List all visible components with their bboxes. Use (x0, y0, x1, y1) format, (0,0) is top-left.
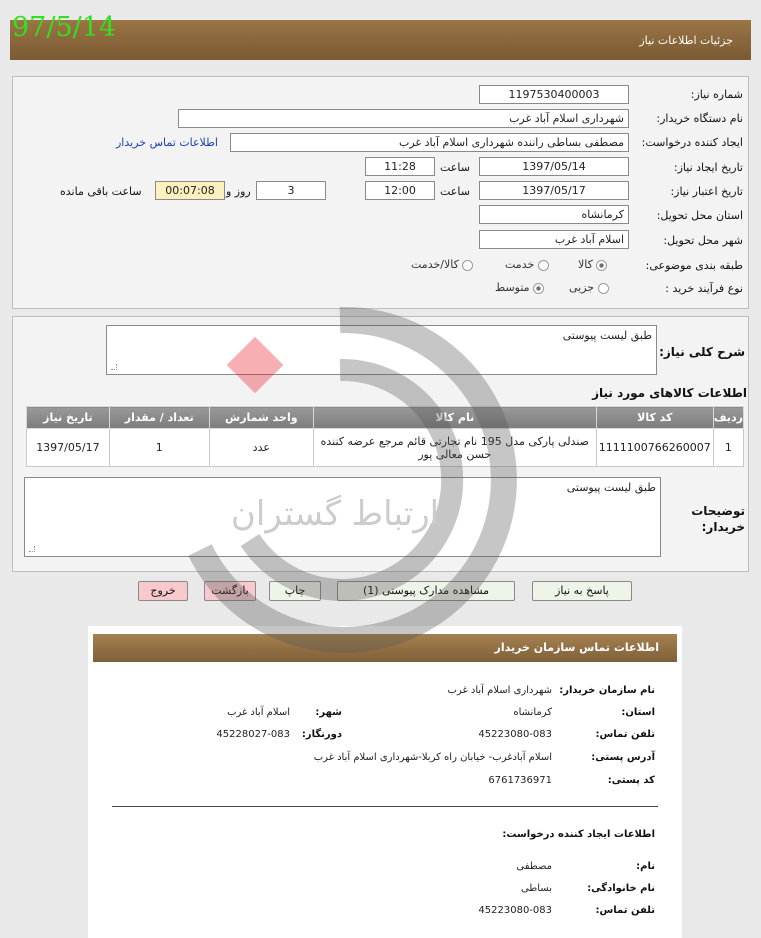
contact-fax-value: 45228027-083 (216, 729, 290, 740)
process-label: نوع فرآیند خرید : (665, 282, 743, 295)
radio-selected-icon[interactable] (596, 260, 607, 271)
province-label: استان محل تحویل: (656, 209, 743, 222)
created-date-label: تاریخ ایجاد نیاز: (673, 161, 743, 174)
creator-section-title: اطلاعات ایجاد کننده درخواست: (502, 829, 655, 840)
svg-text:ارتباط گستران: ارتباط گستران (230, 494, 440, 534)
col-unit: واحد شمارش (209, 407, 313, 429)
created-date-field[interactable]: 1397/05/14 (479, 157, 629, 176)
radio-icon[interactable] (462, 260, 473, 271)
need-number-field[interactable]: 1197530400003 (479, 85, 629, 104)
creator-first-name-value: مصطفی (516, 861, 552, 872)
col-qty: تعداد / مقدار (109, 407, 209, 429)
contact-phone-label: تلفن تماس: (595, 729, 655, 740)
cell-row: 1 (713, 429, 743, 467)
description-textarea[interactable] (106, 325, 657, 375)
description-label: شرح کلی نیاز: (659, 345, 745, 359)
creator-phone-value: 45223080-083 (478, 905, 552, 916)
contact-card (88, 626, 682, 938)
contact-org-value: شهرداری اسلام آباد غرب (447, 685, 552, 696)
process-option-minor[interactable]: جزیی (569, 281, 609, 294)
buyer-org-field[interactable]: شهرداری اسلام آباد غرب (178, 109, 629, 128)
need-number-label: شماره نیاز: (690, 88, 743, 101)
contact-city-label: شهر: (315, 707, 342, 718)
contact-postal-value: 6761736971 (488, 775, 552, 786)
col-row: ردیف (713, 407, 743, 429)
buyer-notes-text: طبق لیست پیوستی (566, 481, 656, 494)
city-label: شهر محل تحویل: (663, 234, 743, 247)
creator-first-name-label: نام: (636, 861, 655, 872)
table-row (27, 429, 744, 467)
created-time-field[interactable]: 11:28 (365, 157, 435, 176)
category-label: طبقه بندی موضوعی: (645, 259, 743, 272)
page-title: جزئیات اطلاعات نیاز (639, 34, 733, 47)
process-option-medium[interactable]: متوسط (495, 281, 544, 294)
contact-phone-value: 45223080-083 (478, 729, 552, 740)
buyer-notes-textarea[interactable] (24, 477, 661, 557)
cell-code: 1111100766260007 (596, 429, 713, 467)
cell-qty: 1 (109, 429, 209, 467)
resize-handle-icon[interactable] (111, 364, 117, 370)
contact-address-label: آدرس پستی: (591, 752, 655, 763)
description-text: طبق لیست پیوستی (562, 329, 652, 342)
col-date: تاریخ نیاز (27, 407, 110, 429)
province-field[interactable]: کرمانشاه (479, 205, 629, 224)
city-field[interactable]: اسلام آباد غرب (479, 230, 629, 249)
contact-address-value: اسلام آبادغرب- خیابان راه کربلا-شهرداری اسلام آباد غرب (313, 752, 552, 763)
buyer-org-label: نام دستگاه خریدار: (656, 112, 743, 125)
cell-date: 1397/05/17 (27, 429, 110, 467)
date-stamp: 97/5/14 (12, 12, 117, 43)
buyer-contact-link[interactable]: اطلاعات تماس خریدار (116, 136, 218, 149)
radio-icon[interactable] (598, 283, 609, 294)
category-option-goods[interactable]: کالا (578, 258, 607, 271)
requester-field[interactable]: مصطفی بساطی راننده شهرداری اسلام آباد غرب (230, 133, 629, 152)
contact-province-value: کرمانشاه (513, 707, 552, 718)
days-label: روز و (226, 185, 251, 198)
col-name: نام کالا (313, 407, 596, 429)
contact-divider (112, 806, 658, 807)
creator-last-name-value: بساطی (520, 883, 552, 894)
contact-fax-label: دورنگار: (301, 729, 342, 740)
print-button[interactable]: چاپ (269, 581, 321, 601)
remaining-days-field[interactable]: 3 (256, 181, 326, 200)
radio-icon[interactable] (538, 260, 549, 271)
back-button[interactable]: بازگشت (204, 581, 256, 601)
validity-time-label: ساعت (440, 185, 470, 198)
page-header (10, 20, 751, 60)
buyer-notes-label: توضیحات خریدار: (691, 504, 745, 534)
validity-date-label: تاریخ اعتبار نیاز: (670, 185, 743, 198)
contact-card-title: اطلاعات تماس سازمان خریدار (93, 634, 677, 662)
created-time-label: ساعت (440, 161, 470, 174)
category-option-service[interactable]: خدمت (505, 258, 549, 271)
goods-table (26, 406, 744, 467)
remaining-label: ساعت باقی مانده (60, 185, 142, 198)
contact-city-value: اسلام آباد غرب (227, 707, 290, 718)
requester-label: ایجاد کننده درخواست: (641, 136, 743, 149)
contact-province-label: استان: (621, 707, 655, 718)
resize-handle-icon[interactable] (29, 546, 35, 552)
cell-unit: عدد (209, 429, 313, 467)
creator-last-name-label: نام خانوادگی: (587, 883, 655, 894)
contact-org-label: نام سازمان خریدار: (559, 685, 655, 696)
creator-phone-label: تلفن تماس: (595, 905, 655, 916)
remaining-time-field: 00:07:08 (155, 181, 225, 200)
exit-button[interactable]: خروج (138, 581, 188, 601)
goods-section-title: اطلاعات کالاهای مورد نیاز (592, 386, 747, 400)
cell-name: صندلی پارکی مدل 195 نام تجارتی قائم مرجع عرضه کننده حسن معالی پور (313, 429, 596, 467)
attachments-button[interactable]: مشاهده مدارک پیوستی (1) (337, 581, 515, 601)
reply-button[interactable]: پاسخ به نیاز (532, 581, 632, 601)
category-option-goods-service[interactable]: کالا/خدمت (411, 258, 473, 271)
validity-time-field[interactable]: 12:00 (365, 181, 435, 200)
col-code: کد کالا (596, 407, 713, 429)
validity-date-field[interactable]: 1397/05/17 (479, 181, 629, 200)
goods-table-header (27, 407, 744, 429)
contact-postal-label: کد پستی: (607, 775, 655, 786)
radio-selected-icon[interactable] (533, 283, 544, 294)
